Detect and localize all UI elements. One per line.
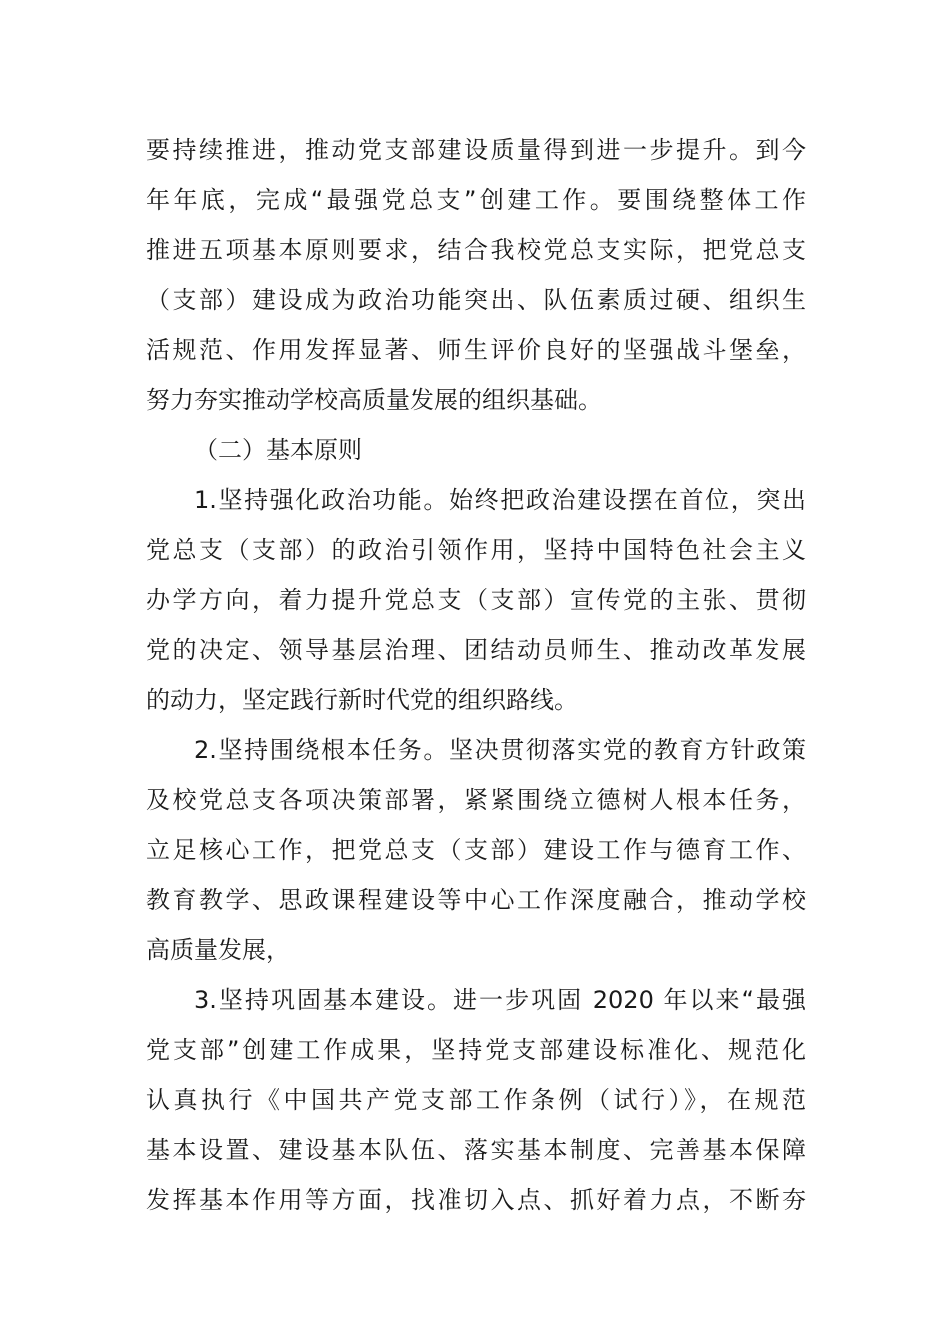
- principle-1-line-3: 办学方向，着力提升党总支（支部）宣传党的主张、贯彻: [146, 586, 806, 614]
- principle-3-line-4: 基本设置、建设基本队伍、落实基本制度、完善基本保障: [146, 1136, 806, 1164]
- principle-3-line-2: 党支部”创建工作成果，坚持党支部建设标准化、规范化: [146, 1036, 806, 1064]
- principle-1-line-4: 党的决定、领导基层治理、团结动员师生、推动改革发展: [146, 636, 806, 664]
- principle-2-line-2: 及校党总支各项决策部署，紧紧围绕立德树人根本任务，: [146, 786, 806, 814]
- text-line-5: 活规范、作用发挥显著、师生评价良好的坚强战斗堡垒，: [146, 336, 806, 364]
- section-heading: （二）基本原则: [194, 436, 362, 464]
- text-line-1: 要持续推进，推动党支部建设质量得到进一步提升。到今: [146, 136, 806, 164]
- principle-1-line-2: 党总支（支部）的政治引领作用，坚持中国特色社会主义: [146, 536, 806, 564]
- principle-2-line-4: 教育教学、思政课程建设等中心工作深度融合，推动学校: [146, 886, 806, 914]
- principle-1-line-1: 1.坚持强化政治功能。始终把政治建设摆在首位，突出: [194, 486, 806, 514]
- principle-2-line-5: 高质量发展，: [146, 936, 290, 964]
- principle-3-line-5: 发挥基本作用等方面，找准切入点、抓好着力点，不断夯: [146, 1186, 806, 1214]
- principle-2-line-3: 立足核心工作，把党总支（支部）建设工作与德育工作、: [146, 836, 806, 864]
- principle-1-line-5: 的动力，坚定践行新时代党的组织路线。: [146, 686, 578, 714]
- principle-3-line-1: 3.坚持巩固基本建设。进一步巩固 2020 年以来“最强: [194, 986, 806, 1014]
- text-line-2: 年年底，完成“最强党总支”创建工作。要围绕整体工作: [146, 186, 806, 214]
- principle-2-line-1: 2.坚持围绕根本任务。坚决贯彻落实党的教育方针政策: [194, 736, 806, 764]
- text-line-6: 努力夯实推动学校高质量发展的组织基础。: [146, 386, 602, 414]
- text-line-4: （支部）建设成为政治功能突出、队伍素质过硬、组织生: [146, 286, 806, 314]
- principle-3-line-3: 认真执行《中国共产党支部工作条例（试行）》，在规范: [146, 1086, 806, 1114]
- text-line-3: 推进五项基本原则要求，结合我校党总支实际，把党总支: [146, 236, 806, 264]
